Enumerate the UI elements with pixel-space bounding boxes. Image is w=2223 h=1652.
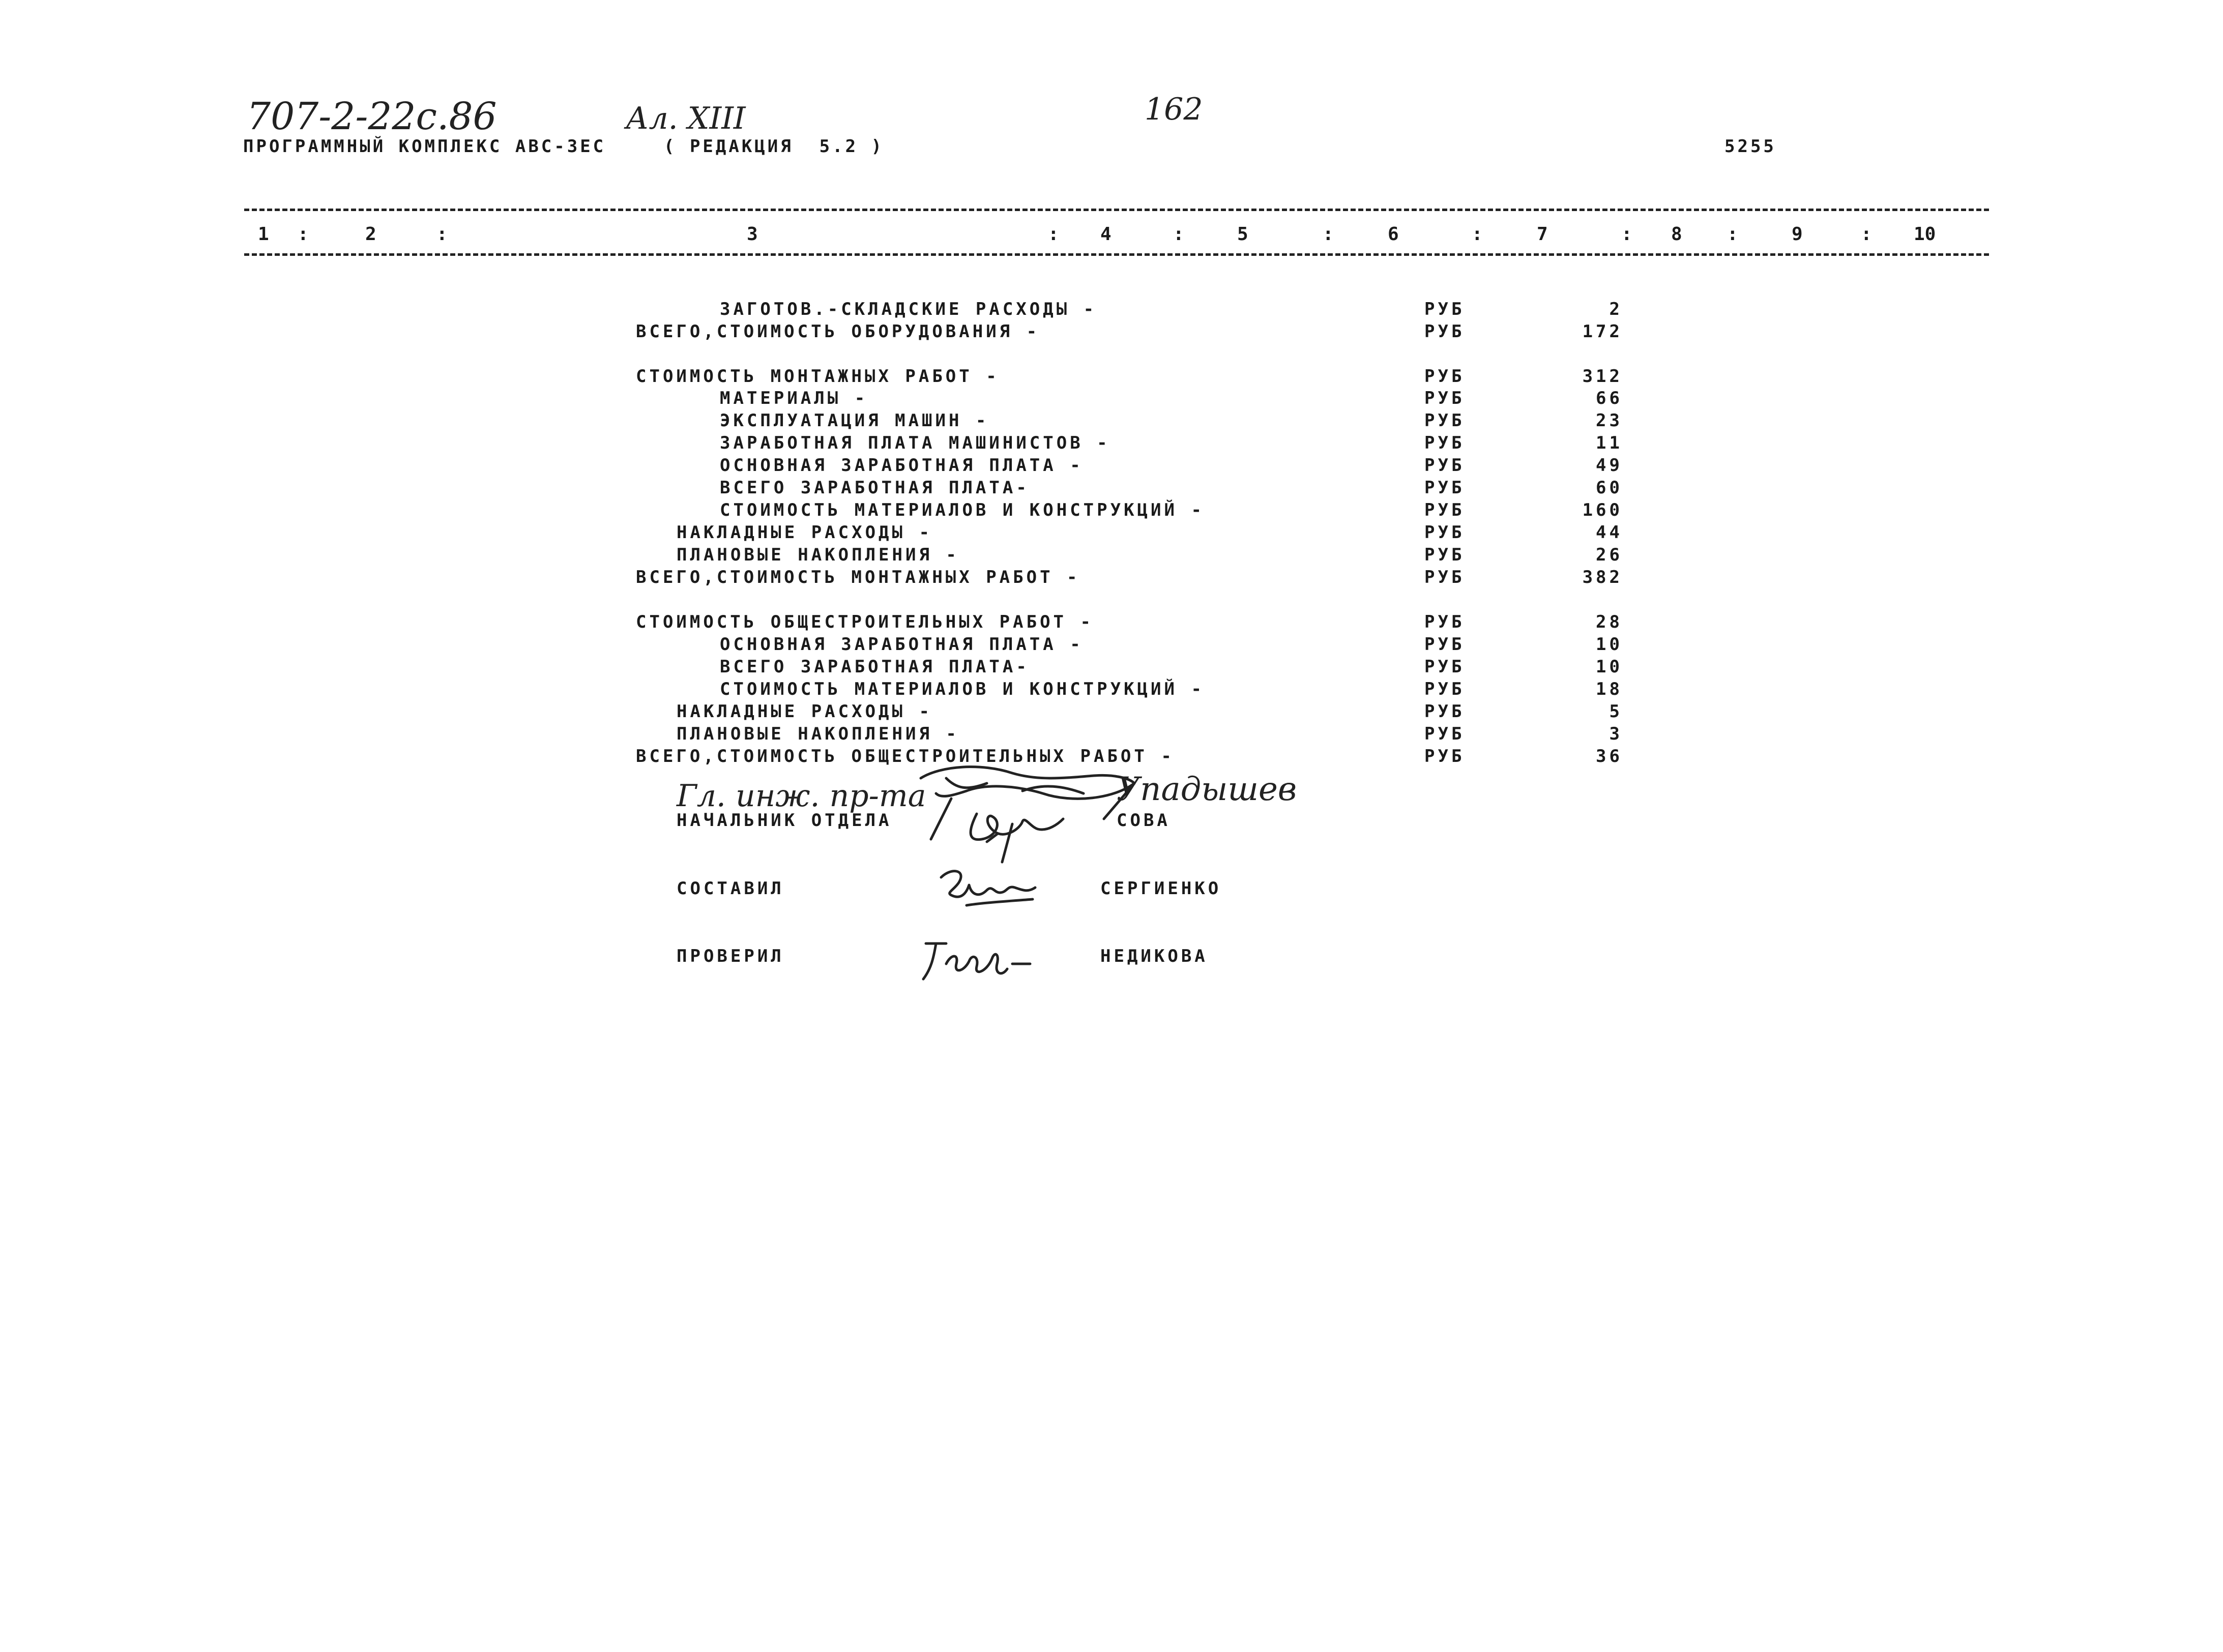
row-unit: РУБ <box>1424 410 1465 431</box>
row-label: МАТЕРИАЛЫ - <box>720 388 868 408</box>
table-row <box>0 299 1623 321</box>
column-number: 5 <box>1237 224 1248 245</box>
table-row <box>0 724 1623 746</box>
row-unit: РУБ <box>1424 612 1465 632</box>
checked-by-name: НЕДИКОВА <box>1100 946 1208 966</box>
column-separator: : <box>1048 224 1059 245</box>
row-unit: РУБ <box>1424 321 1465 342</box>
row-unit: РУБ <box>1424 299 1465 319</box>
column-number: 3 <box>747 224 758 245</box>
column-separator: : <box>1727 224 1738 245</box>
column-number: 9 <box>1792 224 1803 245</box>
table-row <box>0 567 1623 589</box>
row-value: 60 <box>1596 478 1623 498</box>
row-label: ВСЕГО,СТОИМОСТЬ МОНТАЖНЫХ РАБОТ - <box>636 567 1080 587</box>
row-value: 312 <box>1582 366 1623 387</box>
row-value: 23 <box>1596 410 1623 431</box>
head-of-department-name: СОВА <box>1117 810 1171 831</box>
column-number: 6 <box>1388 224 1399 245</box>
row-unit: РУБ <box>1424 366 1465 387</box>
edition-label: ( РЕДАКЦИЯ 5.2 ) <box>664 136 884 157</box>
column-number: 10 <box>1914 224 1936 245</box>
row-unit: РУБ <box>1424 545 1465 565</box>
checked-by-signature <box>916 933 1038 989</box>
row-unit: РУБ <box>1424 701 1465 722</box>
table-row <box>0 478 1623 500</box>
row-value: 5 <box>1609 701 1623 722</box>
column-number: 8 <box>1671 224 1682 245</box>
row-label: ЗАГОТОВ.-СКЛАДСКИЕ РАСХОДЫ - <box>720 299 1097 319</box>
table-row <box>0 679 1623 701</box>
row-label: ЭКСПЛУАТАЦИЯ МАШИН - <box>720 410 989 431</box>
row-label: СТОИМОСТЬ МАТЕРИАЛОВ И КОНСТРУКЦИЙ - <box>720 679 1205 699</box>
table-row <box>0 455 1623 478</box>
column-separator: : <box>298 224 309 245</box>
column-separator: : <box>1472 224 1483 245</box>
row-value: 2 <box>1609 299 1623 319</box>
table-row <box>0 657 1623 679</box>
table-row <box>0 433 1623 455</box>
row-value: 382 <box>1582 567 1623 587</box>
checked-by-title: ПРОВЕРИЛ <box>677 946 784 966</box>
compiled-by-name: СЕРГИЕНКО <box>1100 878 1222 899</box>
row-value: 36 <box>1596 746 1623 766</box>
row-label: ВСЕГО ЗАРАБОТНАЯ ПЛАТА- <box>720 657 1030 677</box>
table-row <box>0 500 1623 522</box>
table-row <box>0 366 1623 389</box>
row-value: 18 <box>1596 679 1623 699</box>
row-unit: РУБ <box>1424 657 1465 677</box>
table-top-rule <box>244 209 1989 211</box>
column-number: 7 <box>1537 224 1548 245</box>
row-label: ОСНОВНАЯ ЗАРАБОТНАЯ ПЛАТА - <box>720 634 1084 655</box>
row-label: ЗАРАБОТНАЯ ПЛАТА МАШИНИСТОВ - <box>720 433 1110 453</box>
column-separator: : <box>1621 224 1632 245</box>
table-row <box>0 701 1623 724</box>
table-row <box>0 612 1623 634</box>
row-value: 11 <box>1596 433 1623 453</box>
row-unit: РУБ <box>1424 634 1465 655</box>
table-row <box>0 321 1623 344</box>
row-unit: РУБ <box>1424 522 1465 543</box>
row-label: ОСНОВНАЯ ЗАРАБОТНАЯ ПЛАТА - <box>720 455 1084 476</box>
row-value: 160 <box>1582 500 1623 520</box>
row-value: 172 <box>1582 321 1623 342</box>
table-row <box>0 522 1623 545</box>
column-number: 2 <box>365 224 376 245</box>
row-value: 49 <box>1596 455 1623 476</box>
row-unit: РУБ <box>1424 724 1465 744</box>
head-of-department-title: НАЧАЛЬНИК ОТДЕЛА <box>677 810 892 831</box>
row-value: 28 <box>1596 612 1623 632</box>
row-value: 66 <box>1596 388 1623 408</box>
compiled-by-signature <box>931 865 1043 916</box>
column-separator: : <box>436 224 448 245</box>
row-unit: РУБ <box>1424 500 1465 520</box>
row-unit: РУБ <box>1424 388 1465 408</box>
row-value: 26 <box>1596 545 1623 565</box>
row-label: ПЛАНОВЫЕ НАКОПЛЕНИЯ - <box>677 724 959 744</box>
row-label: НАКЛАДНЫЕ РАСХОДЫ - <box>677 701 932 722</box>
table-row <box>0 388 1623 410</box>
column-separator: : <box>1323 224 1334 245</box>
compiled-by-title: СОСТАВИЛ <box>677 878 784 899</box>
document-code: 707-2-22с.86 <box>247 95 497 138</box>
row-label: ВСЕГО ЗАРАБОТНАЯ ПЛАТА- <box>720 478 1030 498</box>
column-separator: : <box>1861 224 1872 245</box>
album-number: Ал. XIII <box>626 101 746 136</box>
row-label: ПЛАНОВЫЕ НАКОПЛЕНИЯ - <box>677 545 959 565</box>
table-header-rule <box>244 253 1989 256</box>
chief-engineer-title: Гл. инж. пр-та <box>677 778 926 814</box>
chief-engineer-name: Упадышев <box>1117 771 1297 808</box>
row-unit: РУБ <box>1424 567 1465 587</box>
row-value: 10 <box>1596 657 1623 677</box>
page-number: 162 <box>1145 92 1203 127</box>
row-unit: РУБ <box>1424 746 1465 766</box>
table-row <box>0 545 1623 567</box>
row-value: 10 <box>1596 634 1623 655</box>
column-number: 1 <box>258 224 269 245</box>
row-unit: РУБ <box>1424 679 1465 699</box>
program-name: ПРОГРАММНЫЙ КОМПЛЕКС АВС-3ЕС <box>243 136 606 157</box>
table-row <box>0 634 1623 657</box>
head-of-department-signature <box>921 793 1073 865</box>
table-row <box>0 410 1623 433</box>
row-unit: РУБ <box>1424 478 1465 498</box>
table-row <box>0 746 1623 769</box>
row-label: ВСЕГО,СТОИМОСТЬ ОБОРУДОВАНИЯ - <box>636 321 1040 342</box>
row-value: 44 <box>1596 522 1623 543</box>
row-label: СТОИМОСТЬ МОНТАЖНЫХ РАБОТ - <box>636 366 1000 387</box>
row-label: СТОИМОСТЬ МАТЕРИАЛОВ И КОНСТРУКЦИЙ - <box>720 500 1205 520</box>
column-separator: : <box>1173 224 1184 245</box>
row-label: СТОИМОСТЬ ОБЩЕСТРОИТЕЛЬНЫХ РАБОТ - <box>636 612 1094 632</box>
sheet-number: 5255 <box>1724 136 1776 157</box>
row-value: 3 <box>1609 724 1623 744</box>
row-label: НАКЛАДНЫЕ РАСХОДЫ - <box>677 522 932 543</box>
row-unit: РУБ <box>1424 455 1465 476</box>
row-unit: РУБ <box>1424 433 1465 453</box>
row-label: ВСЕГО,СТОИМОСТЬ ОБЩЕСТРОИТЕЛЬНЫХ РАБОТ - <box>636 746 1175 766</box>
column-number: 4 <box>1100 224 1112 245</box>
